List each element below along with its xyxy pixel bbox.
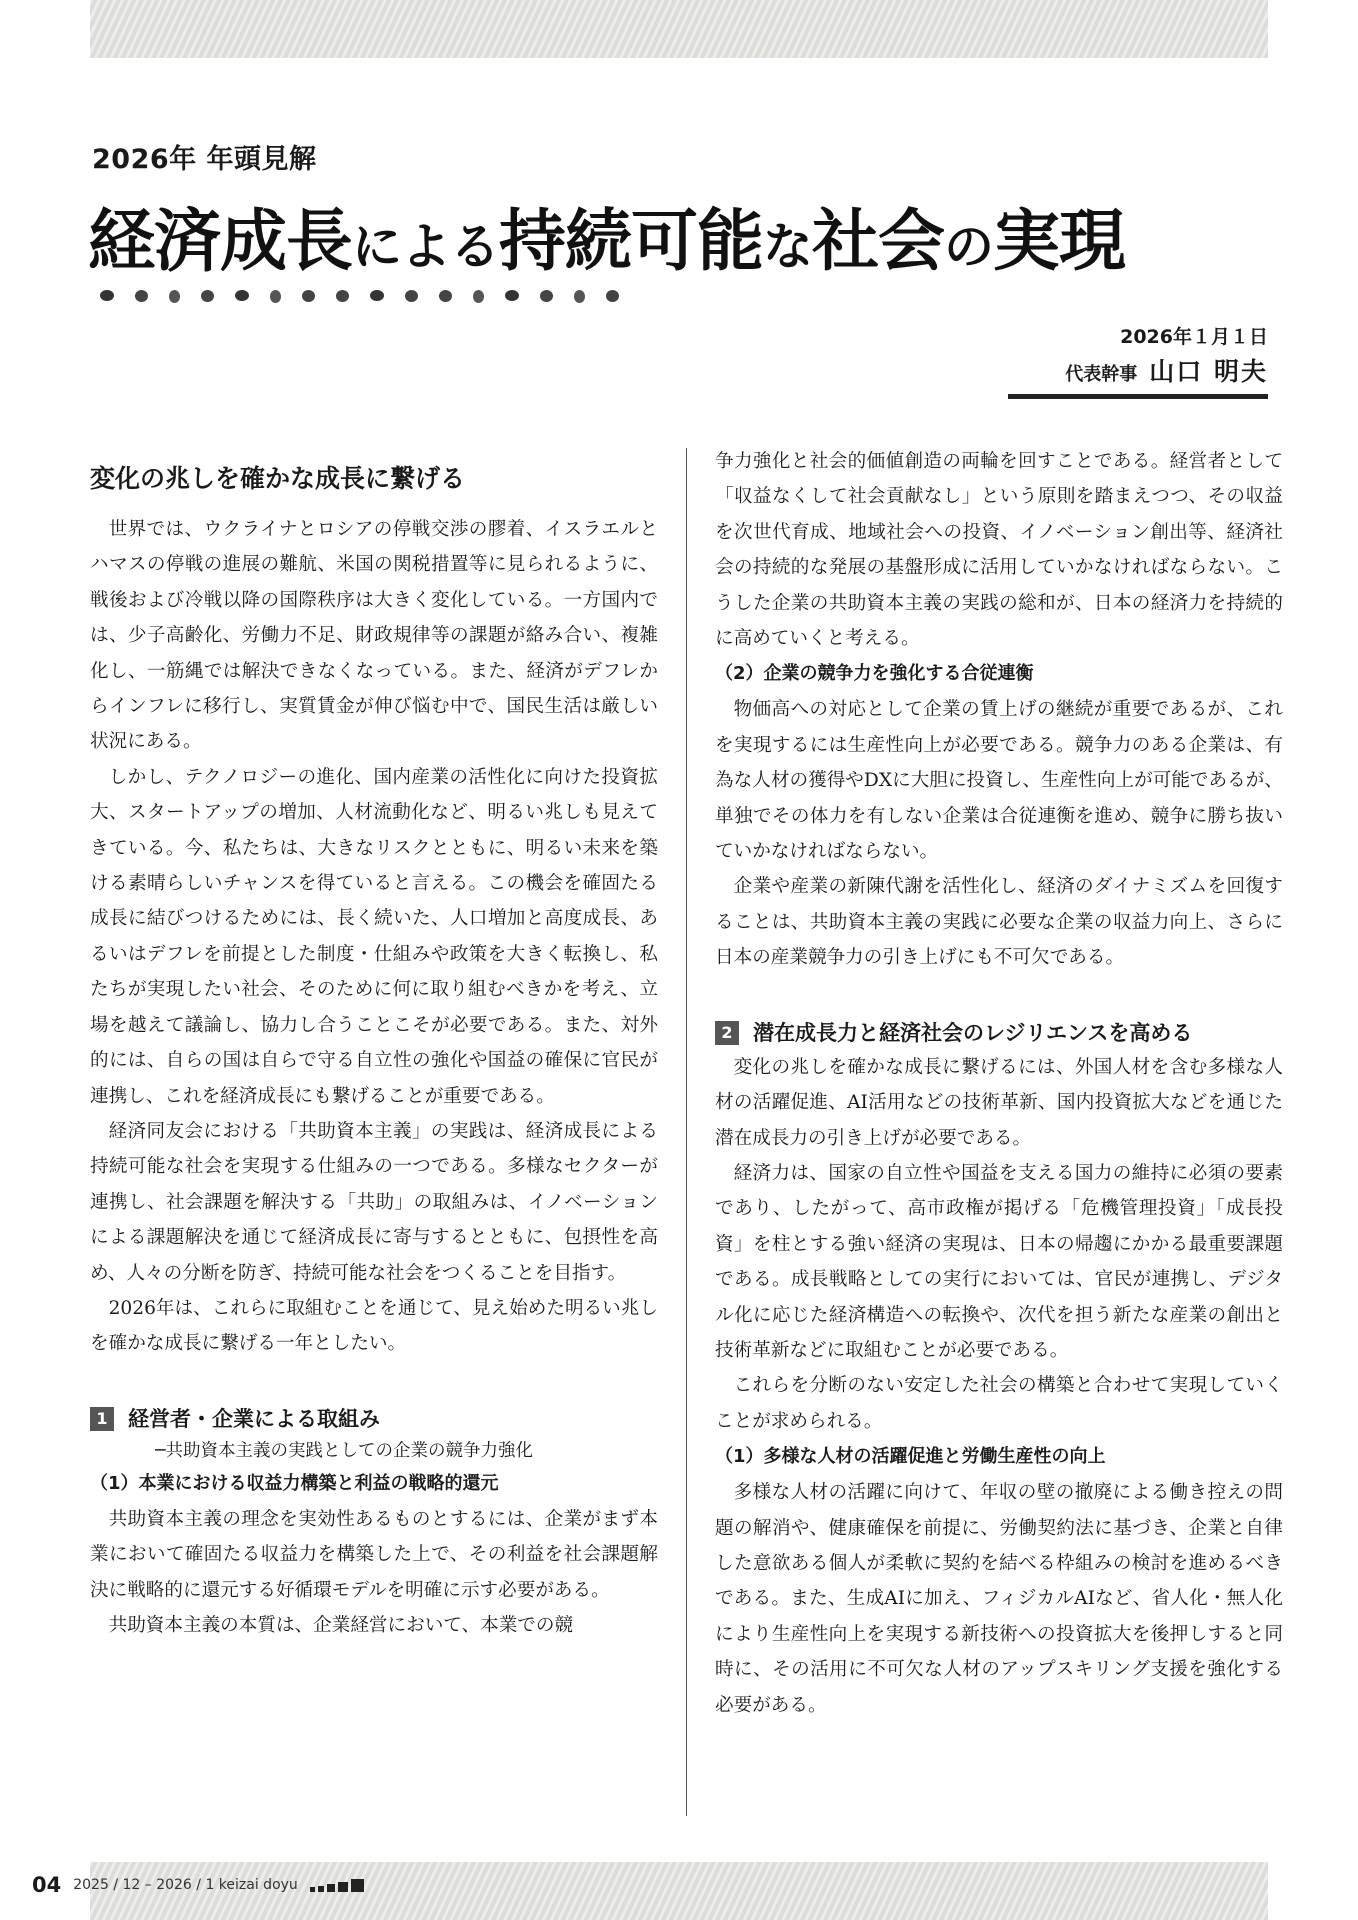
lead-heading: 変化の兆しを確かな成長に繋げる [90, 464, 466, 493]
author-name: 山口 明夫 [1149, 357, 1268, 386]
body-paragraph: 変化の兆しを確かな成長に繋げるには、外国人材を含む多様な人材の活躍促進、AI活用などの技術革新、国内投資拡大などを通じた潜在成長力の引き上げが必要である。 [715, 1056, 1283, 1149]
section-subtitle: ─共助資本主義の実践としての企業の競争力強化 [155, 1440, 534, 1461]
body-paragraph: 経済同友会における「共助資本主義」の実践は、経済成長による持続可能な社会を実現する仕組みの一つである。多様なセクターが連携し、社会課題を解決する「共助」の取組みは、イノベーションによる課題解決を通じて経済成長に寄与するとともに、包摂性を高め、人々の分断を防ぎ、持続可能な社会をつくることを目指す。 [90, 1120, 658, 1284]
section-heading [715, 1016, 1283, 1050]
body-paragraph: 多様な人材の活躍に向けて、年収の壁の撤廃による働き控えの問題の解消や、健康確保を前提に、労働契約法に基づき、企業と自律した意欲ある個人が柔軟に契約を結べる枠組みの検討を進めるべきである。また、生成AIに加え、フィジカルAIなど、省人化・無人化により生産性向上を実現する新技術への投資拡大を後押しすると同時に、その活用に不可欠な人材のアップスキリング支援を強化する必要がある。 [715, 1482, 1283, 1716]
body-paragraph: 世界では、ウクライナとロシアの停戦交渉の膠着、イスラエルとハマスの停戦の進展の難航、米国の関税措置等に見られるように、戦後および冷戦以降の国際秩序は大きく変化している。一方国内では、少子高齢化、労働力不足、財政規律等の課題が絡み合い、複雑化し、一筋縄では解決できなくなっている。また、経済がデフレからインフレに移行し、実質賃金が伸び悩む中で、国民生活は厳しい状況にある。 [90, 519, 658, 753]
body-paragraph: 物価高への対応として企業の賃上げの継続が重要であるが、これを実現するには生産性向上が必要である。競争力のある企業は、有為な人材の獲得やDXに大胆に投資し、生産性向上が可能であるが、単独でその体力を有しない企業は合従連衡を進め、競争に勝ち抜いていかなければならない。 [715, 699, 1283, 863]
subsection-heading: （1）多様な人材の活躍促進と労働生産性の向上 [715, 1446, 1106, 1468]
section-title: 潜在成長力と経済社会のレジリエンスを高める [753, 1020, 1193, 1045]
author-block [1008, 352, 1268, 399]
body-paragraph: 2026年は、これらに取組むことを通じて、見え始めた明るい兆しを確かな成長に繋げる一年としたい。 [90, 1297, 658, 1355]
left-column [90, 446, 658, 1643]
body-paragraph: 共助資本主義の理念を実効性あるものとするには、企業がまず本業において確固たる収益力を構築した上で、その利益を社会課題解決に戦略的に還元する好循環モデルを明確に示す必要がある。 [90, 1508, 658, 1601]
section-number-badge: 1 [90, 1407, 114, 1431]
header-texture-band [90, 0, 1268, 58]
title-part: 持続可能 [499, 202, 763, 280]
title-part: 経済成長 [88, 202, 352, 280]
publish-date: 2026年１月１日 [1120, 326, 1268, 348]
subsection-heading: （2）企業の競争力を強化する合従連衡 [715, 663, 1034, 685]
body-paragraph: 争力強化と社会的価値創造の両輪を回すことである。経営者として「収益なくして社会貢献なし」という原則を踏まえつつ、その収益を次世代育成、地域社会への投資、イノベーション創出等、経済社会の持続的な発展の基盤形成に活用していかなければならない。こうした企業の共助資本主義の実践の総和が、日本の経済力を持続的に高めていくと考える。 [715, 451, 1283, 650]
page-number: 04 [32, 1873, 62, 1897]
title-part: 社会 [812, 202, 944, 280]
decorative-dots [100, 290, 619, 303]
section-heading [90, 1402, 658, 1436]
body-paragraph: 共助資本主義の本質は、企業経営において、本業での競 [108, 1614, 574, 1636]
body-paragraph: 経済力は、国家の自立性や国益を支える国力の維持に必須の要素であり、したがって、高市政権が掲げる「危機管理投資」「成長投資」を柱とする強い経済の実現は、日本の帰趨にかかる最重要課題である。成長戦略としての実行においては、官民が連携し、デジタル化に応じた経済構造への転換や、次代を担う新たな産業の創出と技術革新などに取組むことが必要である。 [715, 1162, 1283, 1361]
right-column [715, 444, 1283, 1723]
page-title [88, 188, 1125, 284]
section-title: 経営者・企業による取組み [128, 1406, 380, 1431]
column-divider [686, 448, 687, 1816]
issue-label: 2025 / 12 – 2026 / 1 keizai doyu [73, 1877, 298, 1893]
author-role: 代表幹事 [1065, 364, 1138, 385]
section-number-badge: 2 [715, 1021, 739, 1045]
title-part: の [944, 218, 993, 276]
body-paragraph: これらを分断のない安定した社会の構築と合わせて実現していくことが求められる。 [715, 1375, 1283, 1432]
page-footer [32, 1873, 364, 1897]
title-part: 実現 [993, 202, 1125, 280]
body-paragraph: 企業や産業の新陳代謝を活性化し、経済のダイナミズムを回復することは、共助資本主義の実践に必要な企業の収益力向上、さらに日本の産業競争力の引き上げにも不可欠である。 [715, 876, 1283, 969]
subsection-heading: （1）本業における収益力構築と利益の戦略的還元 [90, 1472, 499, 1494]
kicker: 2026年 年頭見解 [92, 144, 317, 175]
body-paragraph: しかし、テクノロジーの進化、国内産業の活性化に向けた投資拡大、スタートアップの増加、人材流動化など、明るい兆しも見えてきている。今、私たちは、大きなリスクとともに、明るい未来を築ける素晴らしいチャンスを得ていると言える。この機会を確固たる成長に結びつけるためには、長く続いた、人口増加と高度成長、あるいはデフレを前提とした制度・仕組みや政策を大きく転換し、私たちが実現したい社会、そのために何に取り組むべきかを考え、立場を越えて議論し、協力し合うことこそが必要である。また、対外的には、自らの国は自らで守る自立性の強化や国益の確保に官民が連携し、これを経済成長にも繋げることが重要である。 [90, 766, 658, 1107]
title-part: な [763, 218, 812, 276]
footer-squares-icon [310, 1879, 364, 1892]
title-part: による [352, 218, 499, 276]
